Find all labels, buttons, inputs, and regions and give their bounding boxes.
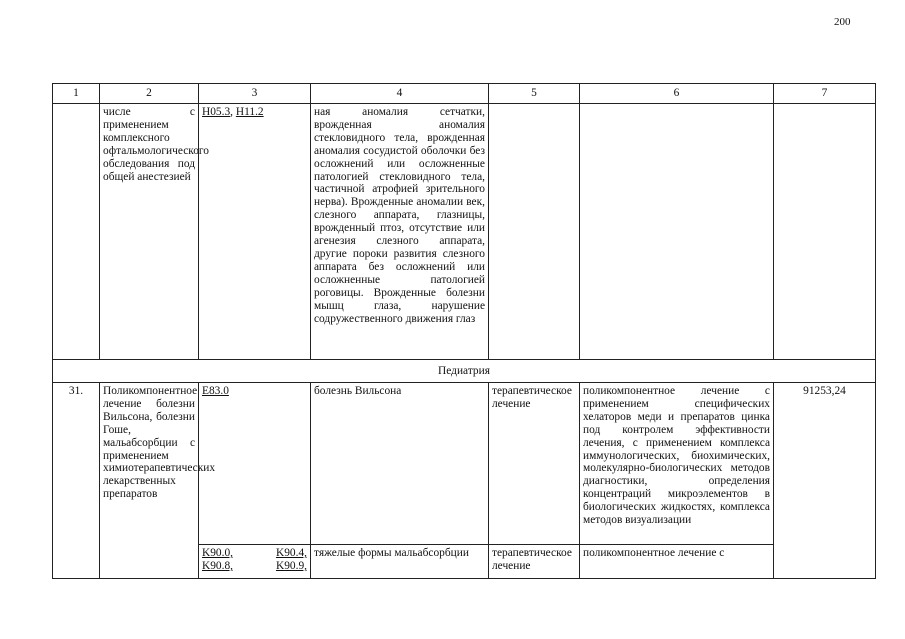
cell-number [53, 104, 100, 360]
icd-code: K90.0, [202, 547, 234, 559]
cell-treatment-type: терапевтическое лечение [489, 383, 580, 545]
icd-code: H05.3 [202, 106, 231, 118]
column-number-row [53, 84, 876, 104]
icd-code: K90.8, [202, 559, 234, 572]
cell-diagnosis: тяжелые формы мальабсорбции [311, 545, 489, 579]
table-row-continued [53, 104, 876, 360]
code-separator: , [230, 106, 236, 118]
column-header-5: 5 [489, 84, 580, 104]
codes-line [202, 547, 307, 560]
page-number: 200 [834, 16, 851, 28]
cell-care-name: Поликомпонентное лечение болезни Вильсона, болезни Гоше, мальабсорбции с применением химиотерапевтических лекарственных препаратов [100, 383, 199, 579]
cell-cost [774, 104, 876, 360]
cell-icd-codes [199, 104, 311, 360]
column-header-6: 6 [580, 84, 774, 104]
cell-diagnosis: ная аномалия сетчатки, врожденная аномалия стекловидного тела, врожденная аномалия сосудистой оболочки без осложнений или осложненные патологией стекловидного тела, частичной атрофией зрительного нерва). Врожденные аномалии век, слезного аппарата, глазницы, врожденный птоз, отсутствие или агенезия слезного аппарата, другие пороки развития слезного аппарата без осложнений или осложненные патологией роговицы. Врожденные болезни мышц глаза, нарушение содружественного движения глаз [311, 104, 489, 360]
column-header-4: 4 [311, 84, 489, 104]
icd-code: K90.4, [275, 547, 307, 559]
icd-code: E83.0 [202, 385, 229, 397]
cell-care-name: числе с применением комплексного офтальмологического обследования под общей анестезией [100, 104, 199, 360]
column-header-1: 1 [53, 84, 100, 104]
codes-line [202, 560, 307, 573]
medical-care-table [52, 83, 876, 579]
cell-icd-codes [199, 545, 311, 579]
table-row-31 [53, 383, 876, 545]
cell-treatment-type: терапевтическое лечение [489, 545, 580, 579]
cell-method: поликомпонентное лечение с [580, 545, 774, 579]
icd-code: H11.2 [235, 106, 264, 118]
cell-method [580, 104, 774, 360]
column-header-3: 3 [199, 84, 311, 104]
column-header-2: 2 [100, 84, 199, 104]
cell-cost: 91253,24 [774, 383, 876, 579]
cell-diagnosis: болезнь Вильсона [311, 383, 489, 545]
cell-icd-codes [199, 383, 311, 545]
cell-treatment-type [489, 104, 580, 360]
cell-method: поликомпонентное лечение с применением специфических хелаторов меди и препаратов цинка под контролем эффективности лечения, с применением комплекса иммунологических, биохимических, молекулярно-биологических методов диагностики, определения концентраций микроэлементов в биологических жидкостях, комплекса методов визуализации [580, 383, 774, 545]
section-row [53, 360, 876, 383]
column-header-7: 7 [774, 84, 876, 104]
icd-code: K90.9, [275, 559, 307, 572]
section-title: Педиатрия [53, 360, 876, 383]
cell-row-number: 31. [53, 383, 100, 579]
